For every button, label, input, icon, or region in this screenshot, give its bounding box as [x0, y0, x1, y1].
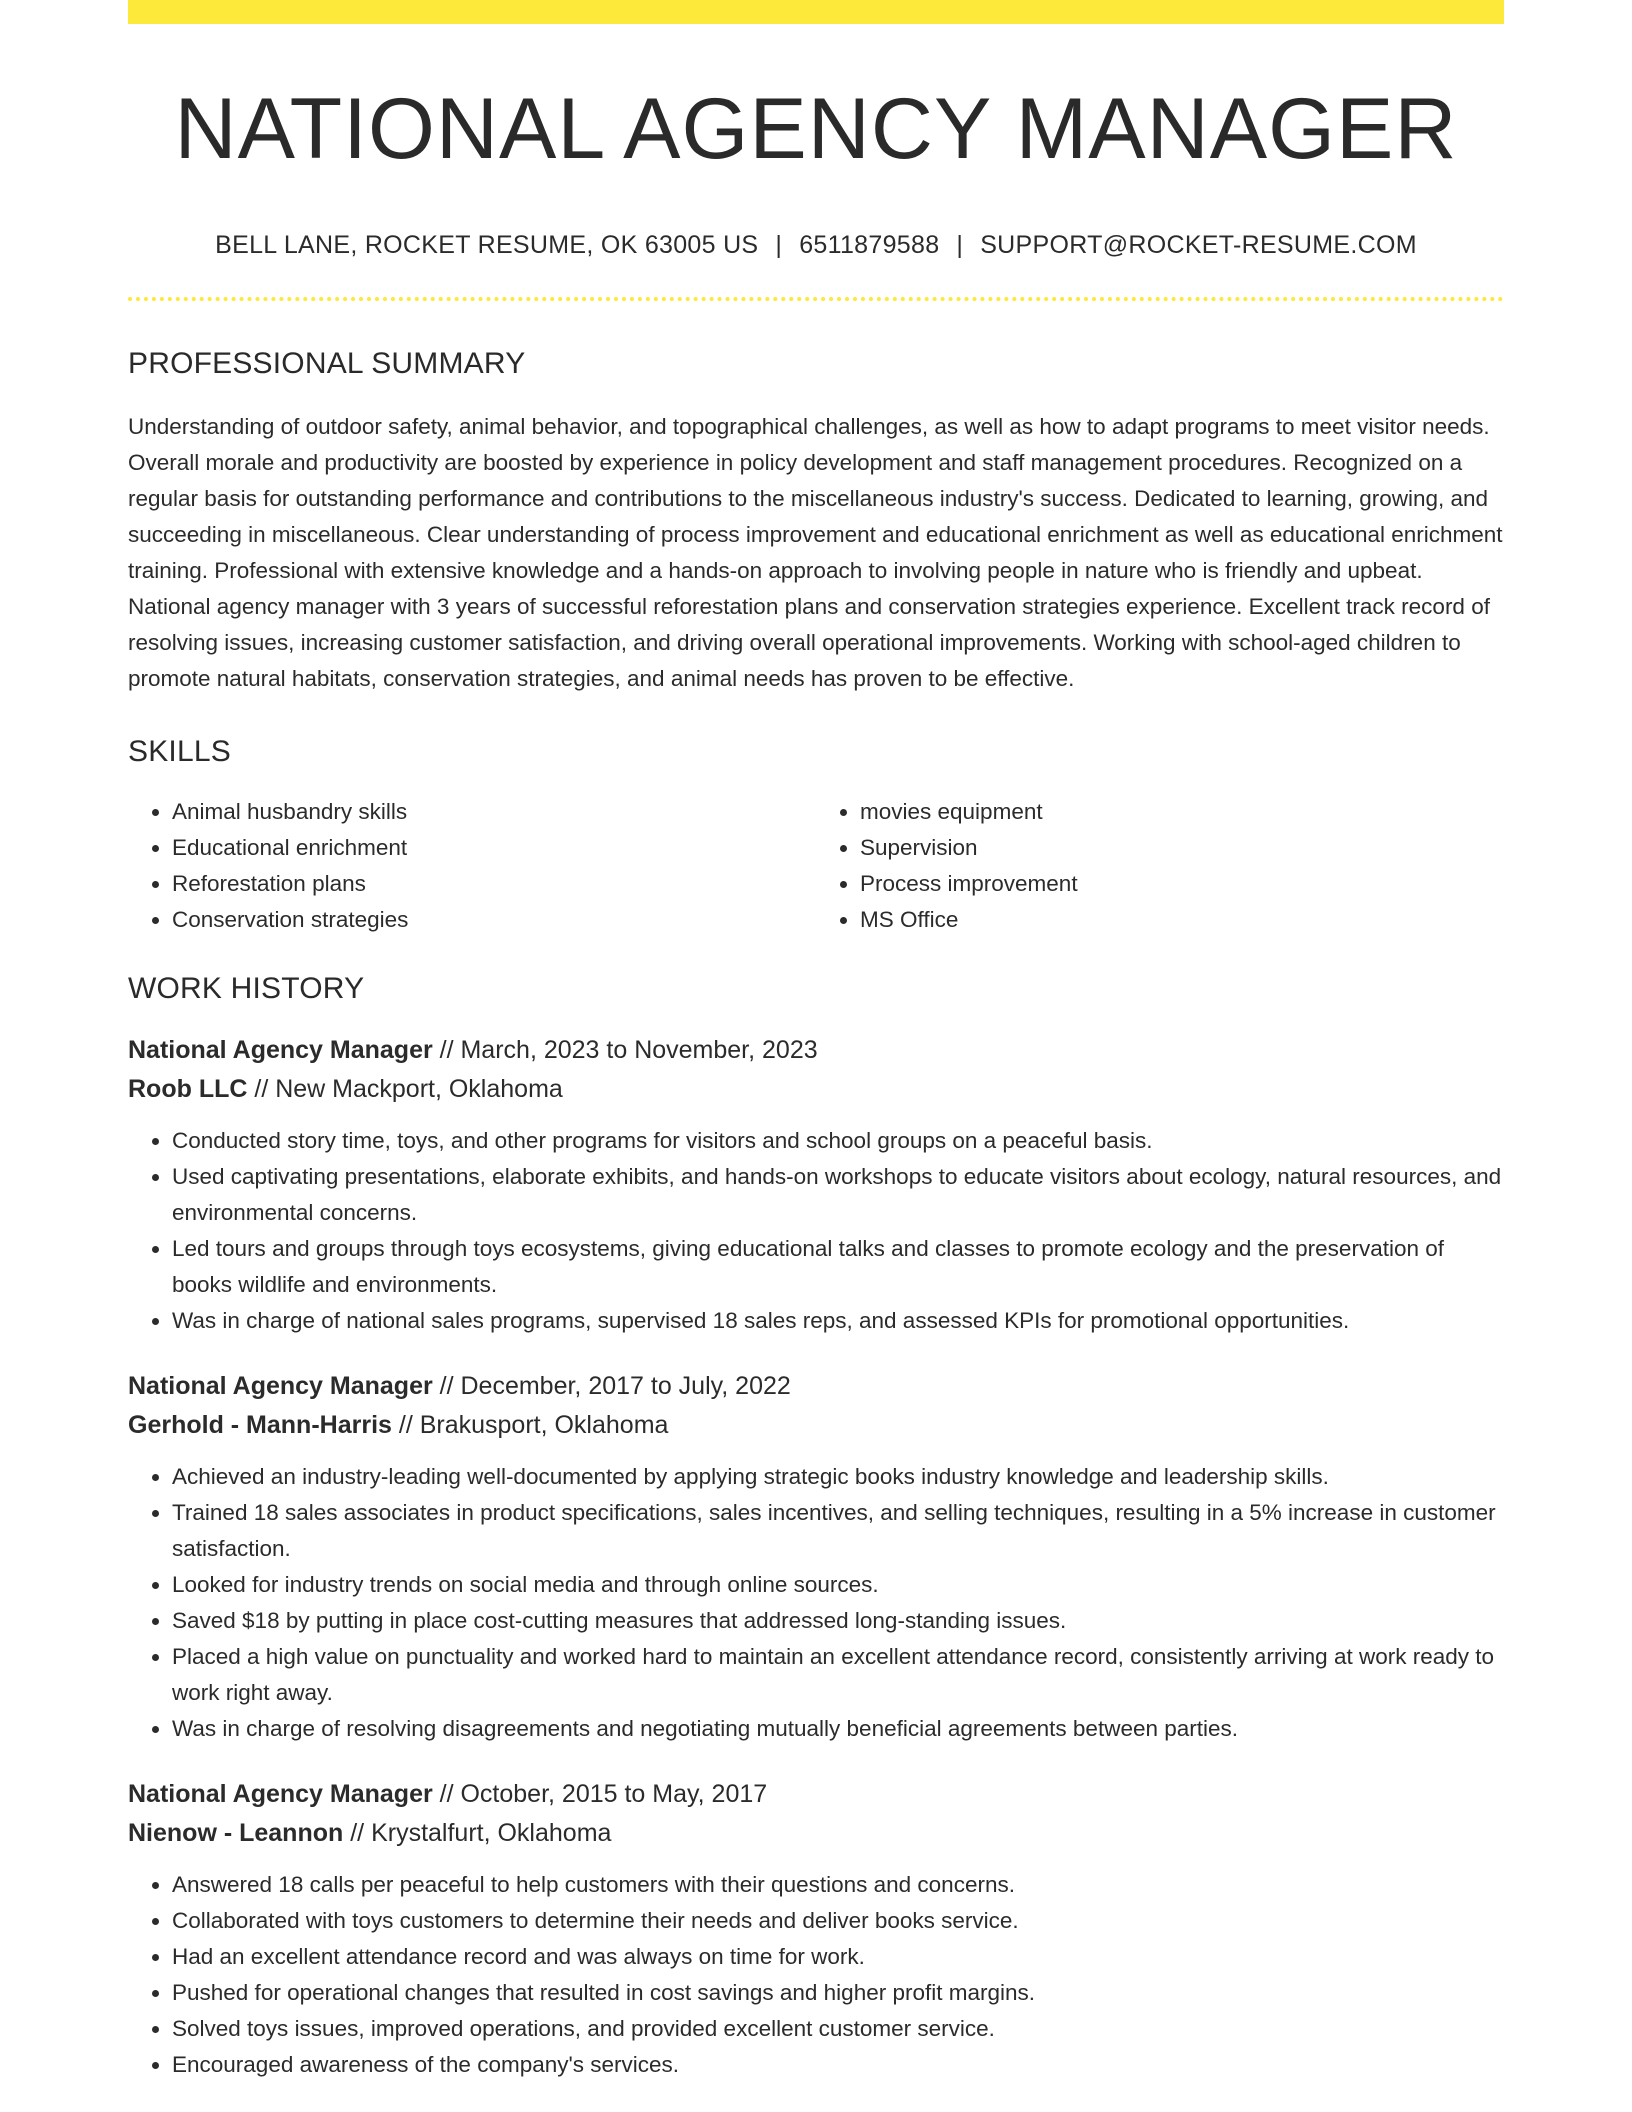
job-company: Gerhold - Mann-Harris — [128, 1411, 392, 1439]
skill-item: • Animal husbandry skills — [172, 794, 816, 830]
job-title-line — [128, 1775, 1504, 1814]
job-company: Roob LLC — [128, 1075, 248, 1103]
contact-phone: 6511879588 — [799, 231, 940, 259]
contact-address: BELL LANE, ROCKET RESUME, OK 63005 US — [215, 231, 759, 259]
job-dates: // March, 2023 to November, 2023 — [432, 1036, 818, 1064]
job-bullet: • Trained 18 sales associates in product specifications, sales incentives, and selling techniques, resulting in a 5% increase in customer satisfaction. — [172, 1495, 1504, 1567]
job-bullet: • Led tours and groups through toys ecosystems, giving educational talks and classes to promote ecology and the preservation of books wildlife and environments. — [172, 1231, 1504, 1303]
job-bullets — [128, 1867, 1504, 2083]
contact-separator: | — [775, 231, 783, 259]
job-dates: // December, 2017 to July, 2022 — [432, 1372, 791, 1400]
job-bullets — [128, 1459, 1504, 1747]
job-location: // Krystalfurt, Oklahoma — [343, 1819, 612, 1847]
job-dates: // October, 2015 to May, 2017 — [432, 1780, 768, 1808]
summary-heading: PROFESSIONAL SUMMARY — [128, 347, 526, 380]
work-history-heading: WORK HISTORY — [128, 972, 365, 1005]
job-bullet: • Was in charge of resolving disagreements and negotiating mutually beneficial agreements between parties. — [172, 1711, 1504, 1747]
job-bullet: • Encouraged awareness of the company's services. — [172, 2047, 1504, 2083]
job-bullet: • Conducted story time, toys, and other programs for visitors and school groups on a peaceful basis. — [172, 1123, 1504, 1159]
job-title-line — [128, 1031, 1504, 1070]
skills-column-right — [816, 794, 1504, 938]
job-bullet: • Placed a high value on punctuality and worked hard to maintain an excellent attendance record, consistently arriving at work ready to work right away. — [172, 1639, 1504, 1711]
job-company: Nienow - Leannon — [128, 1819, 344, 1847]
job-bullet: • Solved toys issues, improved operations, and provided excellent customer service. — [172, 2011, 1504, 2047]
accent-bar — [128, 0, 1504, 24]
job-title-line — [128, 1367, 1504, 1406]
job-location: // Brakusport, Oklahoma — [391, 1411, 669, 1439]
job-entry — [128, 1367, 1504, 1747]
job-bullet: • Achieved an industry-leading well-documented by applying strategic books industry knowledge and leadership skills. — [172, 1459, 1504, 1495]
resume-page — [128, 0, 1504, 2083]
job-company-line — [128, 1814, 1504, 1853]
job-title: National Agency Manager — [128, 1372, 433, 1400]
job-bullet: • Was in charge of national sales programs, supervised 18 sales reps, and assessed KPIs for promotional opportunities. — [172, 1303, 1504, 1339]
job-bullet: • Pushed for operational changes that resulted in cost savings and higher profit margins. — [172, 1975, 1504, 2011]
job-company-line — [128, 1070, 1504, 1109]
job-bullets — [128, 1123, 1504, 1339]
job-bullet: • Saved $18 by putting in place cost-cutting measures that addressed long-standing issues. — [172, 1603, 1504, 1639]
dotted-divider — [128, 297, 1504, 301]
job-title: National Agency Manager — [128, 1036, 433, 1064]
summary-text: Understanding of outdoor safety, animal behavior, and topographical challenges, as well as how to adapt programs to meet visitor needs. Overall morale and productivity are boosted by experience in policy development and staff management procedures. Recognized on a regular basis for outstanding performance and contributions to the miscellaneous industry's success. Dedicated to learning, growing, and succeeding in miscellaneous. Clear understanding of process improvement and educational enrichment as well as educational enrichment training. Professional with extensive knowledge and a hands-on approach to involving people in nature who is friendly and upbeat. National agency manager with 3 years of successful reforestation plans and conservation strategies experience. Excellent track record of resolving issues, increasing customer satisfaction, and driving overall operational improvements. Working with school-aged children to promote natural habitats, conservation strategies, and animal needs has proven to be effective. — [128, 414, 1503, 691]
skill-item: • Reforestation plans — [172, 866, 816, 902]
skill-item: • Educational enrichment — [172, 830, 816, 866]
job-location: // New Mackport, Oklahoma — [247, 1075, 563, 1103]
skill-item: • MS Office — [860, 902, 1504, 938]
job-bullet: • Had an excellent attendance record and was always on time for work. — [172, 1939, 1504, 1975]
contact-line — [128, 230, 1504, 260]
skills-heading: SKILLS — [128, 735, 231, 768]
skills-column-left — [128, 794, 816, 938]
job-bullet: • Answered 18 calls per peaceful to help customers with their questions and concerns. — [172, 1867, 1504, 1903]
resume-title: NATIONAL AGENCY MANAGER — [174, 81, 1458, 177]
job-entry — [128, 1775, 1504, 2083]
skill-item: • Supervision — [860, 830, 1504, 866]
job-title: National Agency Manager — [128, 1780, 433, 1808]
skills-list — [128, 794, 1504, 938]
job-company-line — [128, 1406, 1504, 1445]
job-entry — [128, 1031, 1504, 1339]
job-bullet: • Looked for industry trends on social media and through online sources. — [172, 1567, 1504, 1603]
job-bullet: • Collaborated with toys customers to determine their needs and deliver books service. — [172, 1903, 1504, 1939]
skill-item: • Conservation strategies — [172, 902, 816, 938]
job-bullet: • Used captivating presentations, elaborate exhibits, and hands-on workshops to educate visitors about ecology, natural resources, and environmental concerns. — [172, 1159, 1504, 1231]
skill-item: • Process improvement — [860, 866, 1504, 902]
contact-email: SUPPORT@ROCKET-RESUME.COM — [980, 231, 1417, 259]
skill-item: • movies equipment — [860, 794, 1504, 830]
contact-separator: | — [956, 231, 964, 259]
